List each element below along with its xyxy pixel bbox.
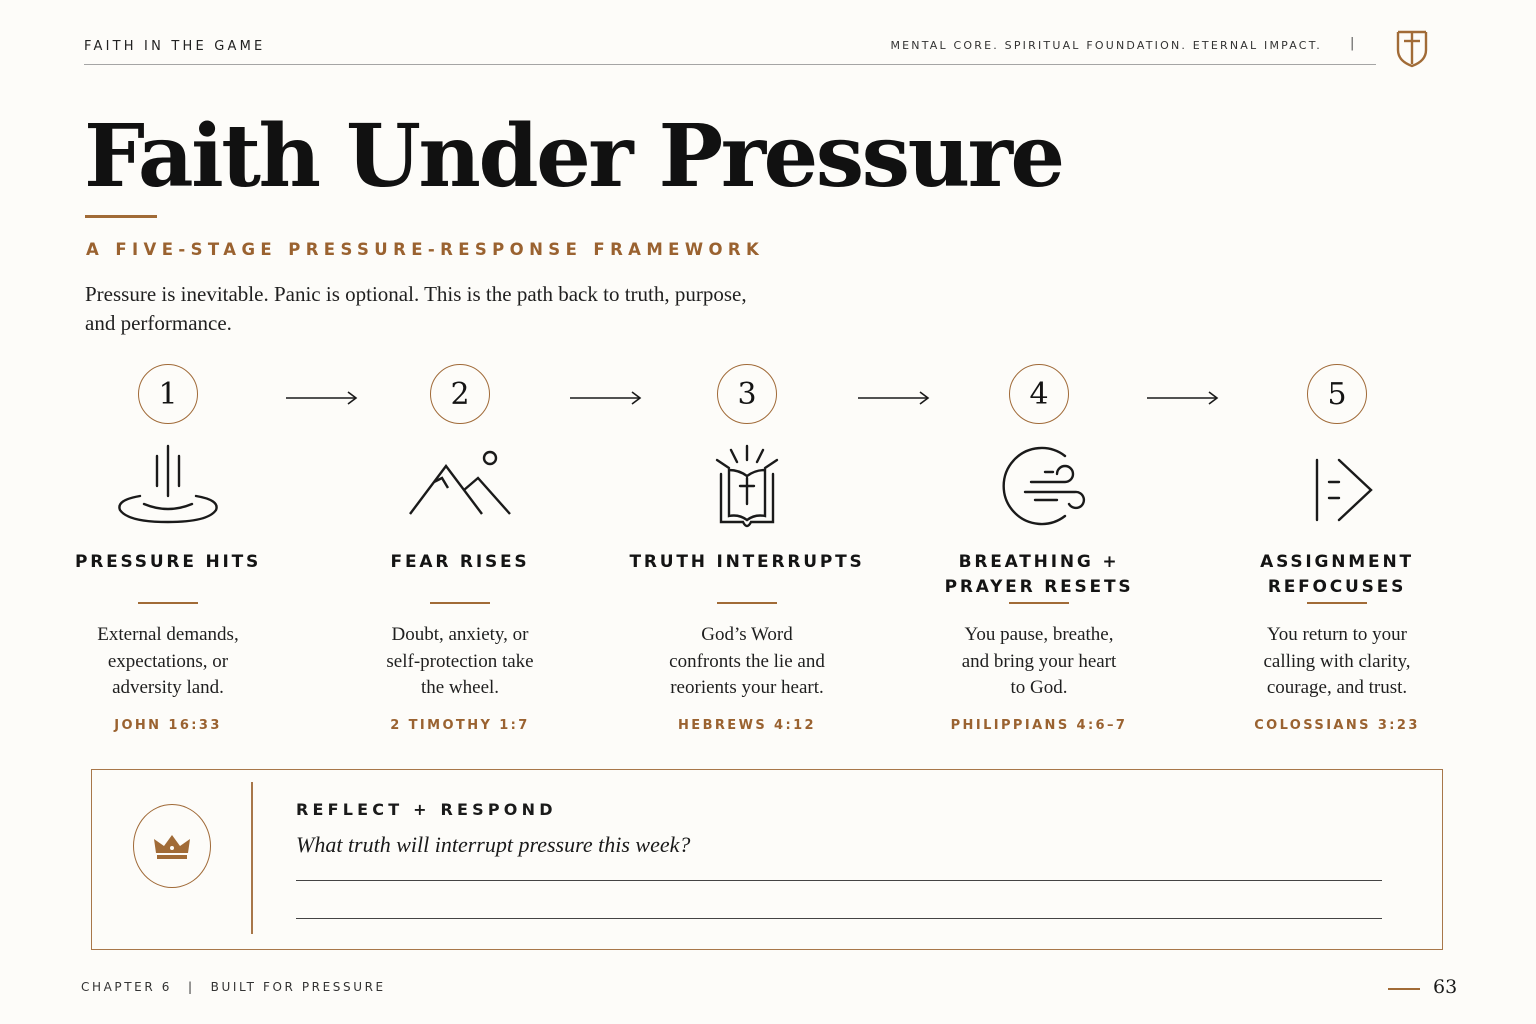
reflect-heading: REFLECT + RESPOND — [296, 800, 557, 819]
box-divider — [251, 782, 253, 934]
stage-number: 2 — [430, 364, 490, 424]
stage-number: 4 — [1009, 364, 1069, 424]
answer-line-1[interactable] — [296, 880, 1382, 881]
page-title: Faith Under Pressure — [84, 106, 1063, 207]
stage-description: You return to your calling with clarity, courage, and trust. — [1263, 624, 1411, 698]
scripture-reference: 2 TIMOTHY 1:7 — [390, 718, 530, 733]
stage-description: God’s Word confronts the lie and reorients your heart. — [669, 624, 825, 698]
stage-title: BREATHING + PRAYER RESETS — [944, 552, 1134, 597]
chapter-label: CHAPTER 6 — [81, 980, 172, 994]
stage-rule — [138, 602, 198, 604]
stage-description: Doubt, anxiety, or self-protection take the wheel. — [386, 624, 534, 698]
intro-text: Pressure is inevitable. Panic is optional. This is the path back to truth, purpose, and performance. — [85, 282, 747, 335]
scripture-reference: PHILIPPIANS 4:6–7 — [950, 718, 1128, 733]
scripture-reference: JOHN 16:33 — [114, 718, 222, 733]
water-drop-ripple-icon — [108, 442, 228, 532]
stage-rule — [430, 602, 490, 604]
stage-number: 5 — [1307, 364, 1367, 424]
scripture-reference: HEBREWS 4:12 — [678, 718, 816, 733]
stage-title: ASSIGNMENT REFOCUSES — [1260, 552, 1414, 597]
footer-chapter — [81, 980, 386, 994]
stage-rule — [717, 602, 777, 604]
book-title: FAITH IN THE GAME — [84, 39, 266, 54]
stage-5 — [1207, 364, 1467, 744]
title-rule — [85, 215, 157, 218]
page-number: 63 — [1433, 976, 1458, 998]
section-label: BUILT FOR PRESSURE — [210, 980, 386, 994]
mountain-icon — [400, 442, 520, 532]
tagline: MENTAL CORE. SPIRITUAL FOUNDATION. ETERNAL IMPACT. — [890, 39, 1322, 52]
footer-rule — [1388, 988, 1420, 990]
stage-title: TRUTH INTERRUPTS — [629, 552, 865, 572]
subtitle: A FIVE-STAGE PRESSURE-RESPONSE FRAMEWORK — [86, 240, 765, 259]
stage-description: External demands, expectations, or adversity land. — [97, 624, 239, 698]
answer-line-2[interactable] — [296, 918, 1382, 919]
reflect-box — [91, 769, 1443, 950]
stage-1 — [38, 364, 298, 744]
stage-title: PRESSURE HITS — [74, 552, 262, 572]
stage-description: You pause, breathe, and bring your heart to God. — [961, 624, 1117, 698]
stage-number: 3 — [717, 364, 777, 424]
crown-icon — [152, 831, 192, 861]
reflect-prompt: What truth will interrupt pressure this week? — [296, 832, 691, 857]
forward-arrow-icon — [1277, 442, 1397, 532]
stage-2 — [330, 364, 590, 744]
breath-wind-icon — [979, 442, 1099, 532]
cross-shield-icon — [1393, 28, 1431, 68]
stage-3 — [617, 364, 877, 744]
open-bible-icon — [687, 442, 807, 532]
stage-number: 1 — [138, 364, 198, 424]
crown-badge — [133, 804, 211, 888]
footer-separator: | — [187, 980, 195, 994]
header-rule — [84, 64, 1376, 65]
stage-rule — [1307, 602, 1367, 604]
stage-title: FEAR RISES — [390, 552, 530, 572]
stage-4 — [909, 364, 1169, 744]
header-separator: | — [1350, 36, 1355, 51]
stage-rule — [1009, 602, 1069, 604]
scripture-reference: COLOSSIANS 3:23 — [1254, 718, 1420, 733]
